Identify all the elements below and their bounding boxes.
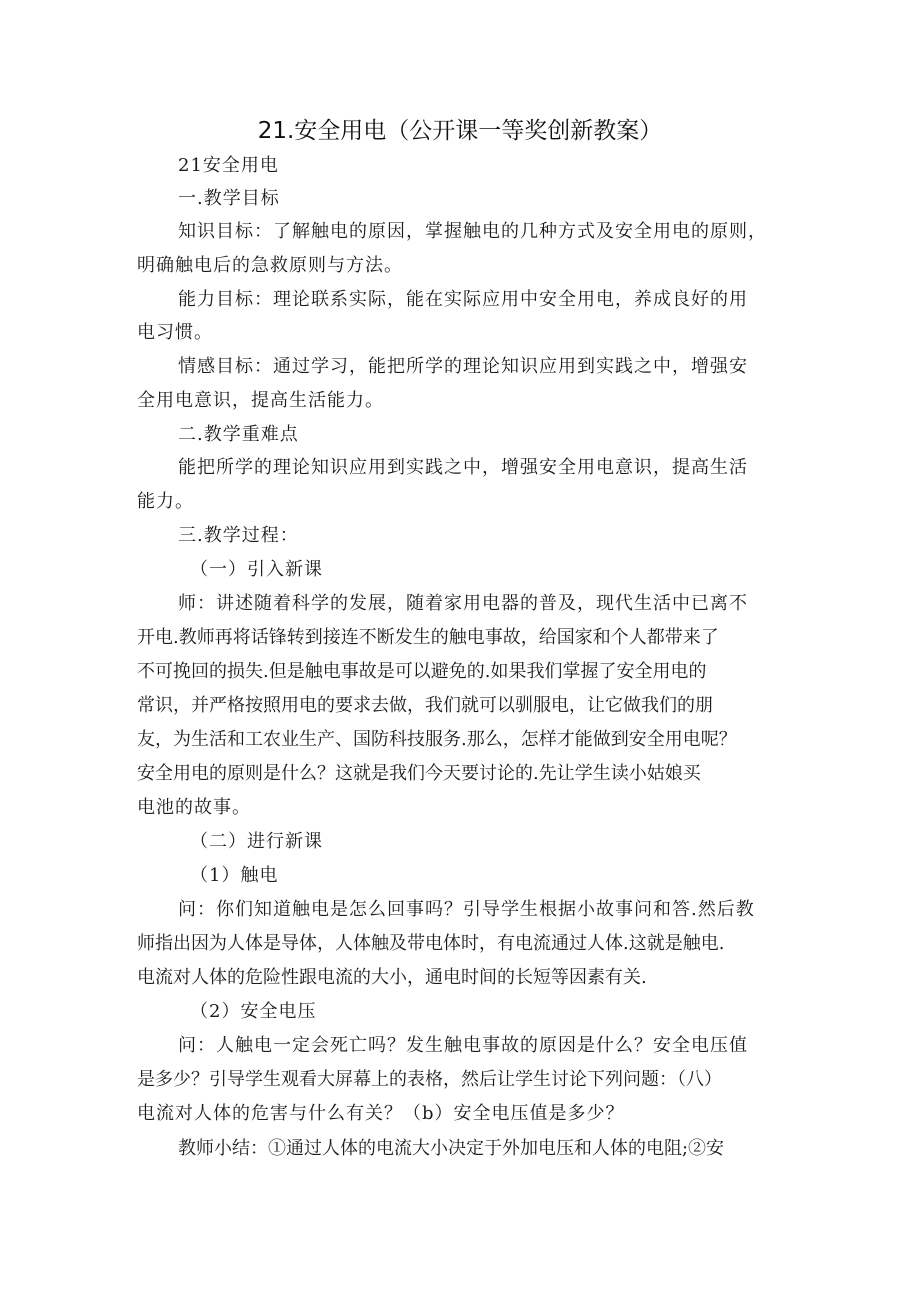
document-title: 21.安全用电（公开课一等奖创新教案） bbox=[257, 118, 663, 144]
text-line: 二.教学重难点 bbox=[178, 424, 299, 445]
text-line: 知识目标：了解触电的原因，掌握触电的几种方式及安全用电的原则， bbox=[178, 221, 767, 242]
text-line: 情感目标：通过学习，能把所学的理论知识应用到实践之中，增强安 bbox=[178, 356, 748, 377]
text-line: 能力。 bbox=[137, 491, 194, 512]
text-line: 友，为生活和工农业生产、国防科技服务.那么，怎样才能做到安全用电呢？ bbox=[137, 729, 737, 750]
text-line: 三.教学过程： bbox=[178, 525, 299, 546]
text-line: 一.教学目标 bbox=[178, 188, 280, 209]
text-line: 不可挽回的损失.但是触电事故是可以避免的.如果我们掌握了安全用电的 bbox=[137, 661, 707, 682]
text-line: 能把所学的理论知识应用到实践之中，增强安全用电意识，提高生活 bbox=[178, 457, 748, 478]
text-line: 师指出因为人体是导体，人体触及带电体时，有电流通过人体.这就是触电. bbox=[137, 933, 725, 954]
text-line: （一）引入新课 bbox=[190, 559, 323, 580]
text-line: 常识，并严格按照用电的要求去做，我们就可以驯服电，让它做我们的朋 bbox=[137, 695, 713, 716]
text-line: 是多少？引导学生观看大屏幕上的表格，然后让学生讨论下列问题：（八） bbox=[137, 1069, 722, 1090]
text-line: 电流对人体的危害与什么有关？（b）安全电压值是多少？ bbox=[137, 1103, 625, 1124]
text-line: 教师小结：①通过人体的电流大小决定于外加电压和人体的电阻;②安 bbox=[178, 1138, 725, 1159]
text-line: 21安全用电 bbox=[178, 155, 279, 176]
text-line: 电习惯。 bbox=[137, 322, 213, 343]
text-line: 问：你们知道触电是怎么回事吗？引导学生根据小故事问和答.然后教 bbox=[178, 899, 755, 920]
text-line: 明确触电后的急救原则与方法。 bbox=[137, 255, 403, 276]
text-line: 师：讲述随着科学的发展，随着家用电器的普及，现代生活中已离不 bbox=[178, 593, 748, 614]
text-line: 问：人触电一定会死亡吗？发生触电事故的原因是什么？安全电压值 bbox=[178, 1035, 748, 1056]
text-line: （二）进行新课 bbox=[190, 831, 323, 852]
text-line: 电池的故事。 bbox=[137, 797, 251, 818]
text-line: （2）安全电压 bbox=[190, 1001, 317, 1022]
text-line: 电流对人体的危险性跟电流的大小，通电时间的长短等因素有关. bbox=[137, 967, 647, 988]
text-line: 安全用电的原则是什么？这就是我们今天要讨论的.先让学生读小姑娘买 bbox=[137, 763, 701, 784]
text-line: 开电.教师再将话锋转到接连不断发生的触电事故，给国家和个人都带来了 bbox=[137, 627, 719, 648]
text-line: 全用电意识，提高生活能力。 bbox=[137, 390, 384, 411]
text-line: 能力目标：理论联系实际，能在实际应用中安全用电，养成良好的用 bbox=[178, 289, 748, 310]
text-line: （1）触电 bbox=[190, 865, 279, 886]
